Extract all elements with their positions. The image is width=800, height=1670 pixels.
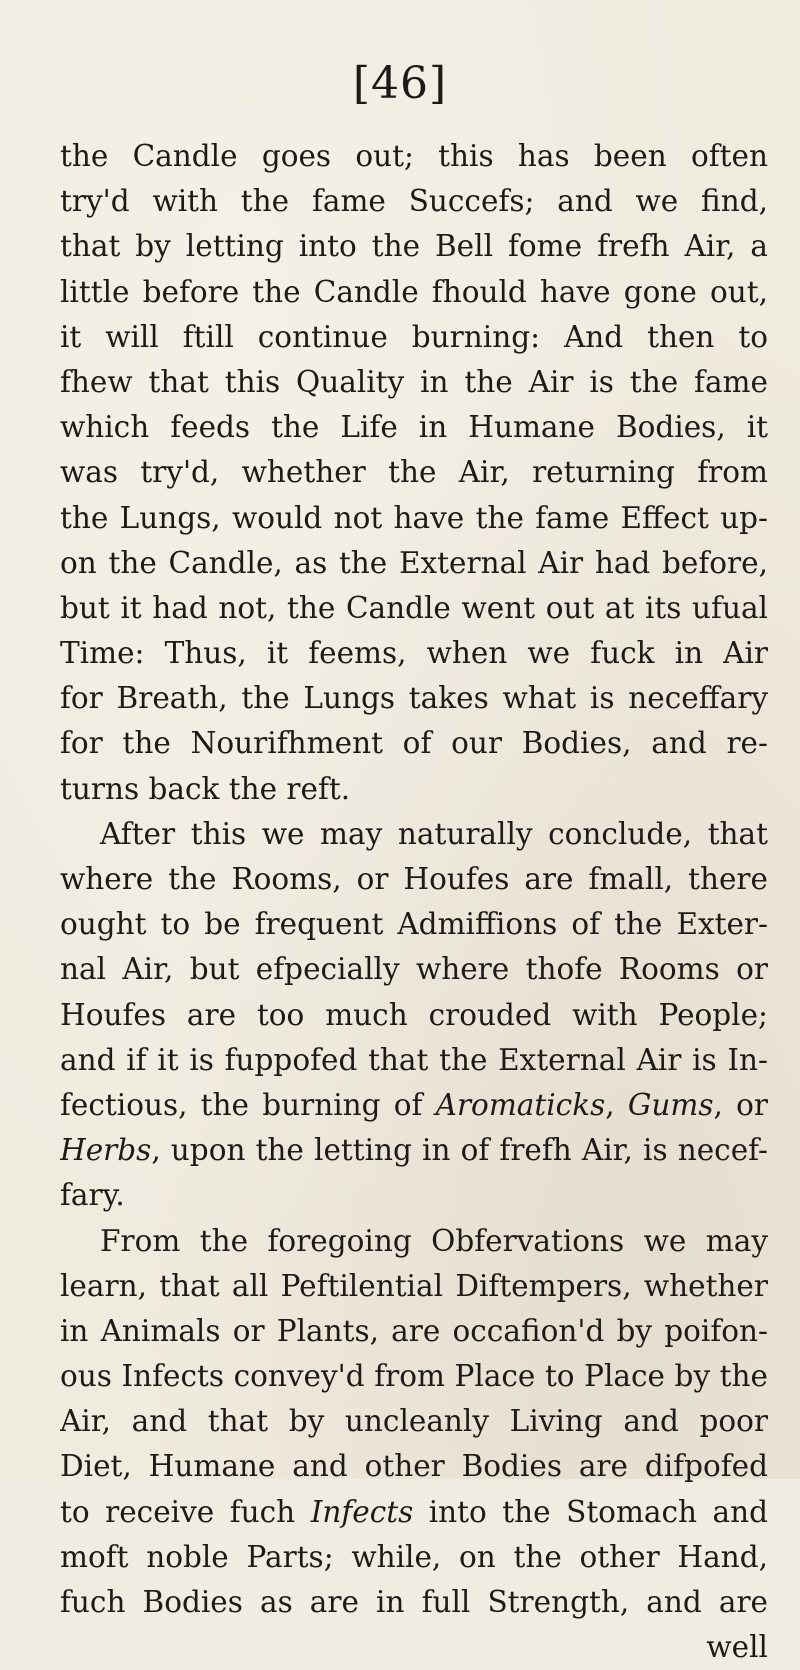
- text-line: for Breath, the Lungs takes what is neceffary: [60, 681, 768, 716]
- text-line: try'd with the fame Succefs; and we find,: [60, 184, 768, 219]
- italic-term: Aromaticks: [435, 1087, 606, 1122]
- text-line: fary.: [60, 1178, 125, 1213]
- body-text: [60, 134, 768, 1670]
- text-line: but it had not, the Candle went out at its ufual: [60, 590, 768, 625]
- text-line: nal Air, but efpecially where thofe Rooms or: [60, 952, 768, 987]
- text-line: in Animals or Plants, are occafion'd by poifon-: [60, 1313, 768, 1348]
- text-line: Houfes are too much crouded with People;: [60, 997, 768, 1032]
- text-line: fhew that this Quality in the Air is the fame: [60, 364, 768, 399]
- text-line: From the foregoing Obfervations we may: [100, 1223, 768, 1258]
- italic-term: Infects: [310, 1494, 414, 1529]
- text-line: fuch Bodies as are in full Strength, and are: [60, 1585, 768, 1619]
- italic-term: Herbs: [60, 1133, 152, 1168]
- text-line: it will ftill continue burning: And then to: [60, 319, 768, 354]
- catchword: well: [706, 1630, 768, 1665]
- text-line: where the Rooms, or Houfes are fmall, there: [60, 862, 768, 896]
- text-line: little before the Candle fhould have gone out,: [60, 274, 768, 309]
- text-line: was try'd, whether the Air, returning from: [60, 455, 768, 490]
- text-line: for the Nourifhment of our Bodies, and re-: [60, 726, 768, 761]
- text-line: that by letting into the Bell fome frefh Air, a: [60, 229, 768, 264]
- text-line: ought to be frequent Admiffions of the Exter-: [60, 907, 768, 942]
- text-line: the Candle goes out; this has been often: [60, 139, 768, 173]
- text-line: the Lungs, would not have the fame Effect up-: [60, 500, 768, 535]
- page-number: [46]: [352, 58, 448, 109]
- text-line: fectious, the burning of Aromaticks, Gums, or: [60, 1087, 768, 1122]
- text-line: learn, that all Peftilential Diftempers, whether: [60, 1268, 768, 1303]
- text-line: ous Infects convey'd from Place to Place by the: [60, 1359, 768, 1394]
- italic-term: Gums: [627, 1087, 714, 1122]
- text-line: moft noble Parts; while, on the other Hand,: [60, 1539, 768, 1574]
- text-line: on the Candle, as the External Air had before,: [60, 545, 768, 580]
- text-line: turns back the reft.: [60, 771, 351, 806]
- text-line: Herbs, upon the letting in of frefh Air, is necef-: [60, 1133, 768, 1168]
- text-line: Time: Thus, it feems, when we fuck in Air: [60, 636, 768, 671]
- text-line: which feeds the Life in Humane Bodies, it: [60, 410, 768, 445]
- text-line: Air, and that by uncleanly Living and poor: [60, 1404, 768, 1439]
- text-line: to receive fuch Infects into the Stomach and: [60, 1494, 768, 1529]
- text-line: Diet, Humane and other Bodies are difpofed: [60, 1449, 768, 1484]
- text-line: and if it is fuppofed that the External Air is In-: [60, 1042, 768, 1077]
- text-line: After this we may naturally conclude, that: [100, 816, 768, 851]
